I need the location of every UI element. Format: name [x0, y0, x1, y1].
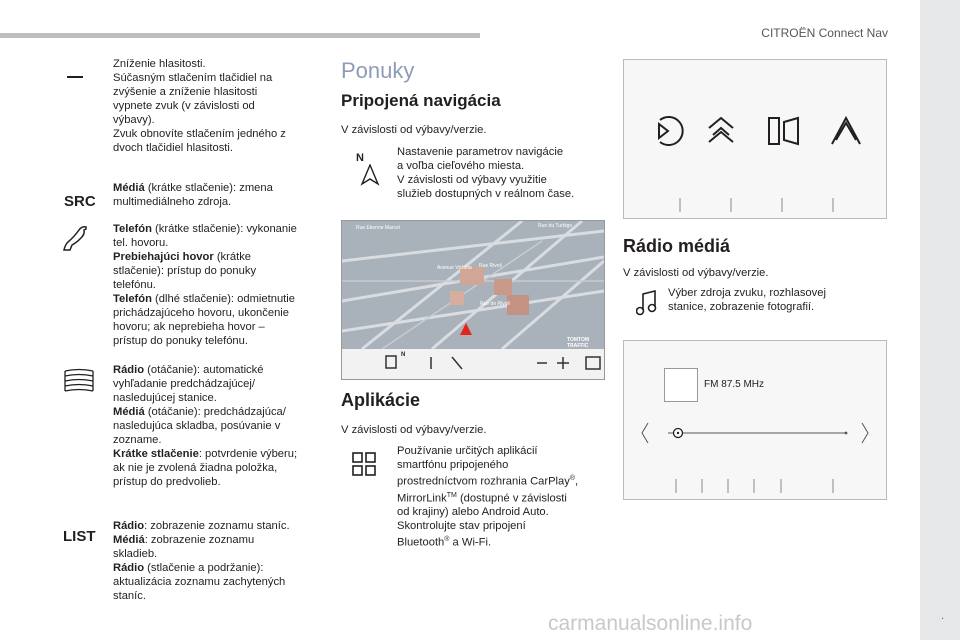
src-description: Médiá (krátke stlačenie): zmena multimediálneho zdroja. — [113, 182, 273, 208]
tomtom-traffic-logo: TOMTOM TRAFFIC — [567, 337, 590, 349]
wheel-description: Rádio (otáčanie): automatické vyhľadanie predchádzajúcej/ nasledujúcej stanice. Médiá (otáčanie): predchádzajúca/ nasledujúca skladba, posúvanie v zozname. Krátke stlačenie: potvrdenie výberu; ak nie je zvolená žiadna položka, prístup do predvolieb. — [113, 364, 298, 488]
manual-title: CITROËN Connect Nav — [761, 26, 888, 40]
phone-description: Telefón (krátke stlačenie): vykonanie tel. hovoru. Prebiehajúci hovor (krátke stlačenie): prístup do ponuky telefónu. Telefón (dlhé stlačenie): odmietnutie prichádzajúceho hovoru, ukončenie hovoru; ak neprebieha hovor – prístup do ponuky telefónu. — [113, 223, 297, 347]
android-auto-icon — [709, 118, 733, 142]
map-street-3: Avenue Victoria — [437, 265, 472, 271]
watermark: carmanualsonline.info — [548, 612, 753, 635]
apps-heading: Aplikácie — [341, 390, 421, 410]
map-street-2: Rue du Turbigo — [538, 223, 573, 229]
map-street-5: Rue de Rivoli — [480, 301, 510, 307]
apps-grid-icon — [352, 452, 376, 476]
radio-description: Výber zdroja zvuku, rozhlasovej stanice, zobrazenie fotografií. — [668, 287, 826, 313]
nav-icon-letter: N — [356, 152, 364, 164]
radio-screen-screenshot — [623, 340, 887, 500]
citroen-icon — [832, 118, 860, 144]
src-button-label: SRC — [64, 193, 96, 210]
map-compass-letter: N — [401, 352, 406, 358]
apps-description: Používanie určitých aplikácií smartfónu pripojeného prostredníctvom rozhrania CarPlay®, MirrorLink™ (dostupné v závislosti od krajiny) alebo Android Auto. Skontrolujte stav pripojení Bluetooth® a Wi-Fi. — [397, 445, 579, 550]
minus-icon — [67, 76, 83, 78]
scroll-wheel-icon — [61, 367, 97, 393]
nav-description: Nastavenie parametrov navigácie a voľba cieľového miesta. V závislosti od výbavy využitie služieb dostupných v reálnom čase. — [397, 146, 575, 200]
nav-heading: Pripojená navigácia — [341, 91, 501, 110]
phone-icon — [60, 224, 90, 254]
map-street-4: Rue Rivoli — [479, 263, 502, 269]
map-street-1: Rue Etienne Marcel — [356, 225, 400, 231]
minus-description: Zníženie hlasitosti. Súčasným stlačením tlačidiel na zvýšenie a zníženie hlasitosti vypnete zvuk (v závislosti od výbavy). Zvuk obnovíte stlačením jedného z dvoch tlačidiel hlasitosti. — [113, 58, 286, 154]
section-title-menus: Ponuky — [341, 58, 415, 83]
side-strip — [920, 0, 960, 640]
apps-intro: V závislosti od výbavy/verzie. — [341, 424, 487, 436]
navigation-map-screenshot — [341, 220, 605, 380]
station-frequency: FM 87.5 MHz — [704, 379, 765, 390]
radio-intro: V závislosti od výbavy/verzie. — [623, 267, 769, 279]
page-marker: . — [940, 610, 944, 622]
nav-intro: V závislosti od výbavy/verzie. — [341, 124, 487, 136]
carplay-icon — [659, 117, 683, 145]
radio-heading: Rádio médiá — [623, 236, 731, 256]
music-note-icon — [636, 290, 658, 316]
navigation-icon — [356, 152, 382, 186]
home-menu-screenshot — [623, 59, 887, 219]
top-rule — [0, 33, 480, 38]
mirrorlink-icon — [769, 118, 779, 144]
list-button-label: LIST — [63, 528, 96, 545]
list-description: Rádio: zobrazenie zoznamu staníc. Médiá: zobrazenie zoznamu skladieb. Rádio (stlačenie a podržanie): aktualizácia zoznamu zachytených staníc. — [113, 520, 290, 602]
station-logo-placeholder — [664, 368, 698, 402]
